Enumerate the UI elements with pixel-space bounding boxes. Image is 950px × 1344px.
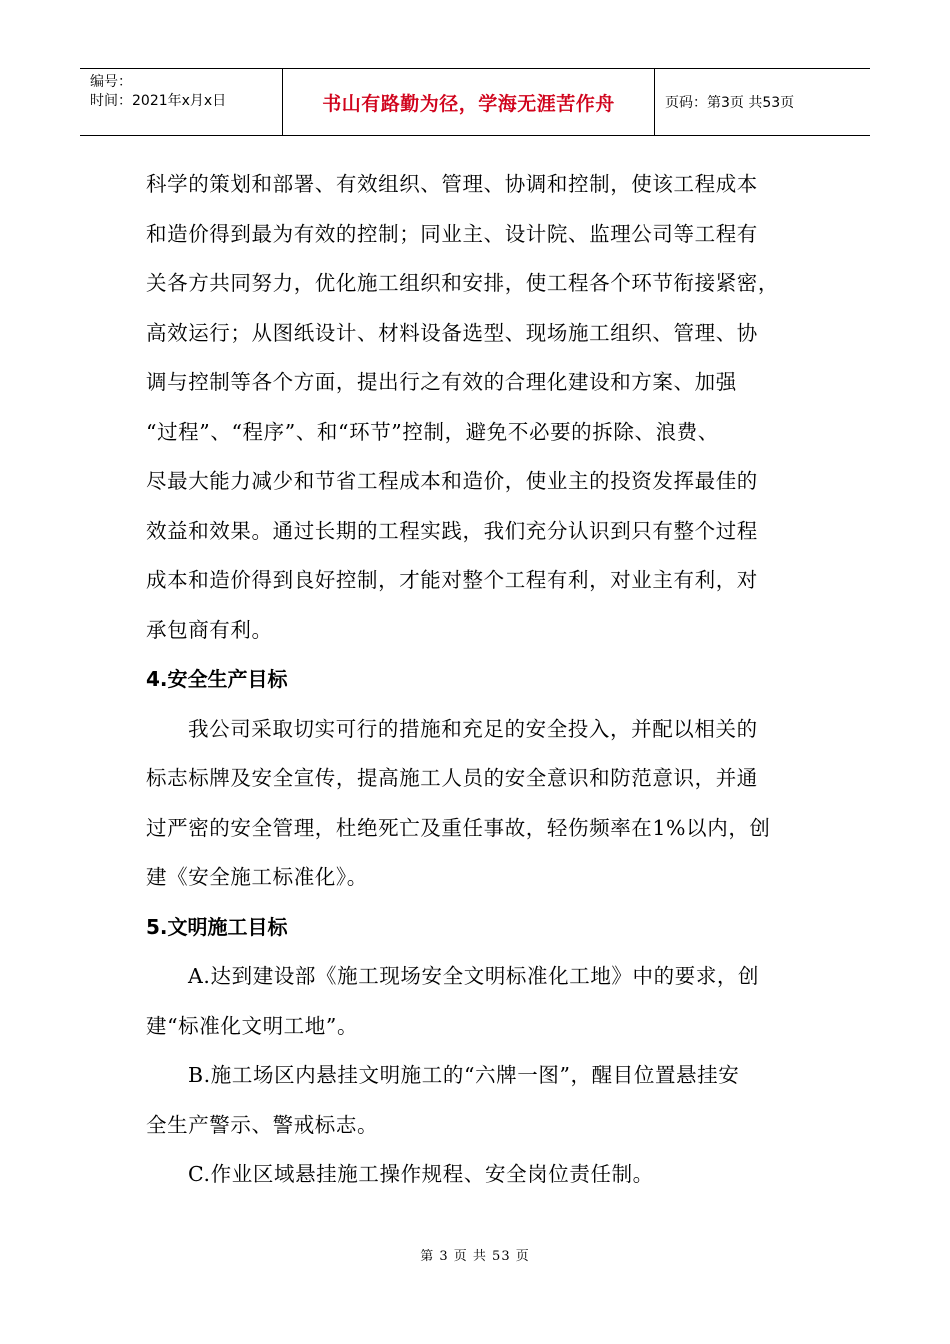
header-page-info: 页码：第3页 共53页 <box>665 95 795 111</box>
text-line: 全生产警示、警戒标志。 <box>146 1112 379 1137</box>
text-line: 科学的策划和部署、有效组织、管理、协调和控制，使该工程成本 <box>146 172 758 196</box>
text-line: 效益和效果。通过长期的工程实践，我们充分认识到只有整个过程 <box>146 518 758 543</box>
section-heading-civilized: 5.文明施工目标 <box>146 914 288 939</box>
header-meta <box>80 69 283 135</box>
paragraph-item-a <box>146 952 816 1051</box>
text-line: 建“标准化文明工地”。 <box>146 1013 359 1038</box>
header-number-label: 编号： <box>90 74 132 90</box>
text-line: 成本和造价得到良好控制，才能对整个工程有利，对业主有利，对 <box>146 568 758 592</box>
text-line: 调与控制等各个方面，提出行之有效的合理化建设和方案、加强 <box>146 370 737 394</box>
document-header <box>80 68 870 136</box>
text-line: 标志标牌及安全宣传，提高施工人员的安全意识和防范意识，并通 <box>146 766 758 790</box>
header-motto: 书山有路勤为径，学海无涯苦作舟 <box>283 69 655 135</box>
text-line: A.达到建设部《施工现场安全文明标准化工地》中的要求，创 <box>188 964 760 988</box>
document-body <box>146 160 816 1200</box>
text-line: 建《安全施工标准化》。 <box>146 865 368 889</box>
paragraph-item-c <box>146 1150 816 1200</box>
text-line: 承包商有利。 <box>146 617 273 642</box>
page-footer: 第 3 页 共 53 页 <box>420 1249 530 1264</box>
text-line: 我公司采取切实可行的措施和充足的安全投入，并配以相关的 <box>188 716 758 741</box>
text-line: 关各方共同努力，优化施工组织和安排，使工程各个环节衔接紧密， <box>146 271 779 295</box>
text-line: 尽最大能力减少和节省工程成本和造价，使业主的投资发挥最佳的 <box>146 469 758 493</box>
text-line: “过程”、“程序”、和“环节”控制，避免不必要的拆除、浪费、 <box>146 419 719 444</box>
paragraph-item-b <box>146 1051 816 1150</box>
text-line: C.作业区域悬挂施工操作规程、安全岗位责任制。 <box>188 1162 654 1186</box>
paragraph-cost-control <box>146 160 816 655</box>
header-date-label: 时间：2021年x月x日 <box>90 93 227 109</box>
text-line: 过严密的安全管理，杜绝死亡及重任事故，轻伤频率在1%以内，创 <box>146 815 771 840</box>
text-line: 高效运行；从图纸设计、材料设备选型、现场施工组织、管理、协 <box>146 320 758 345</box>
text-line: B.施工场区内悬挂文明施工的“六牌一图”，醒目位置悬挂安 <box>188 1063 740 1087</box>
section-heading-safety: 4.安全生产目标 <box>146 667 288 691</box>
paragraph-safety <box>146 705 816 903</box>
text-line: 和造价得到最为有效的控制；同业主、设计院、监理公司等工程有 <box>146 221 758 246</box>
